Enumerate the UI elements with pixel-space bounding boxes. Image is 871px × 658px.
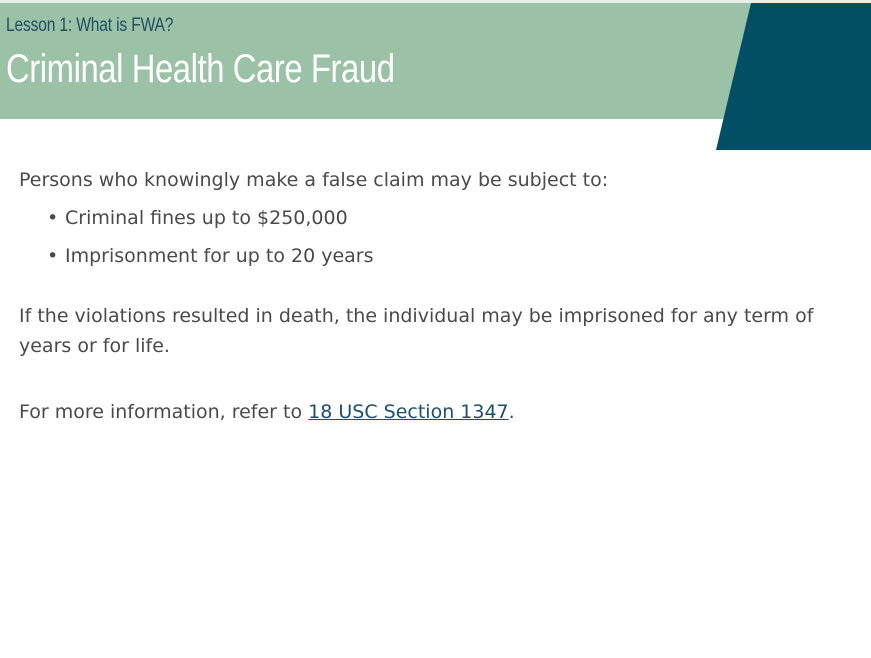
header-banner xyxy=(0,3,871,150)
death-paragraph: If the violations resulted in death, the individual may be imprisoned for any term of years or for life. xyxy=(19,305,814,357)
page-title: Criminal Health Care Fraud xyxy=(6,47,395,91)
bullet-icon: • xyxy=(47,207,59,229)
lesson-content xyxy=(19,165,849,427)
bullet-icon: • xyxy=(47,245,59,267)
info-prefix: For more information, refer to xyxy=(19,401,309,423)
intro-text: Persons who knowingly make a false claim may be subject to: xyxy=(19,169,609,191)
list-item xyxy=(47,237,849,275)
list-item-text: Criminal fines up to $250,000 xyxy=(65,207,348,229)
info-suffix: . xyxy=(508,401,515,423)
penalty-list xyxy=(19,199,849,275)
list-item-text: Imprisonment for up to 20 years xyxy=(65,245,374,267)
statute-link[interactable]: 18 USC Section 1347 xyxy=(308,401,509,423)
lesson-label: Lesson 1: What is FWA? xyxy=(6,15,174,36)
list-item xyxy=(47,199,849,237)
info-paragraph xyxy=(19,397,849,427)
